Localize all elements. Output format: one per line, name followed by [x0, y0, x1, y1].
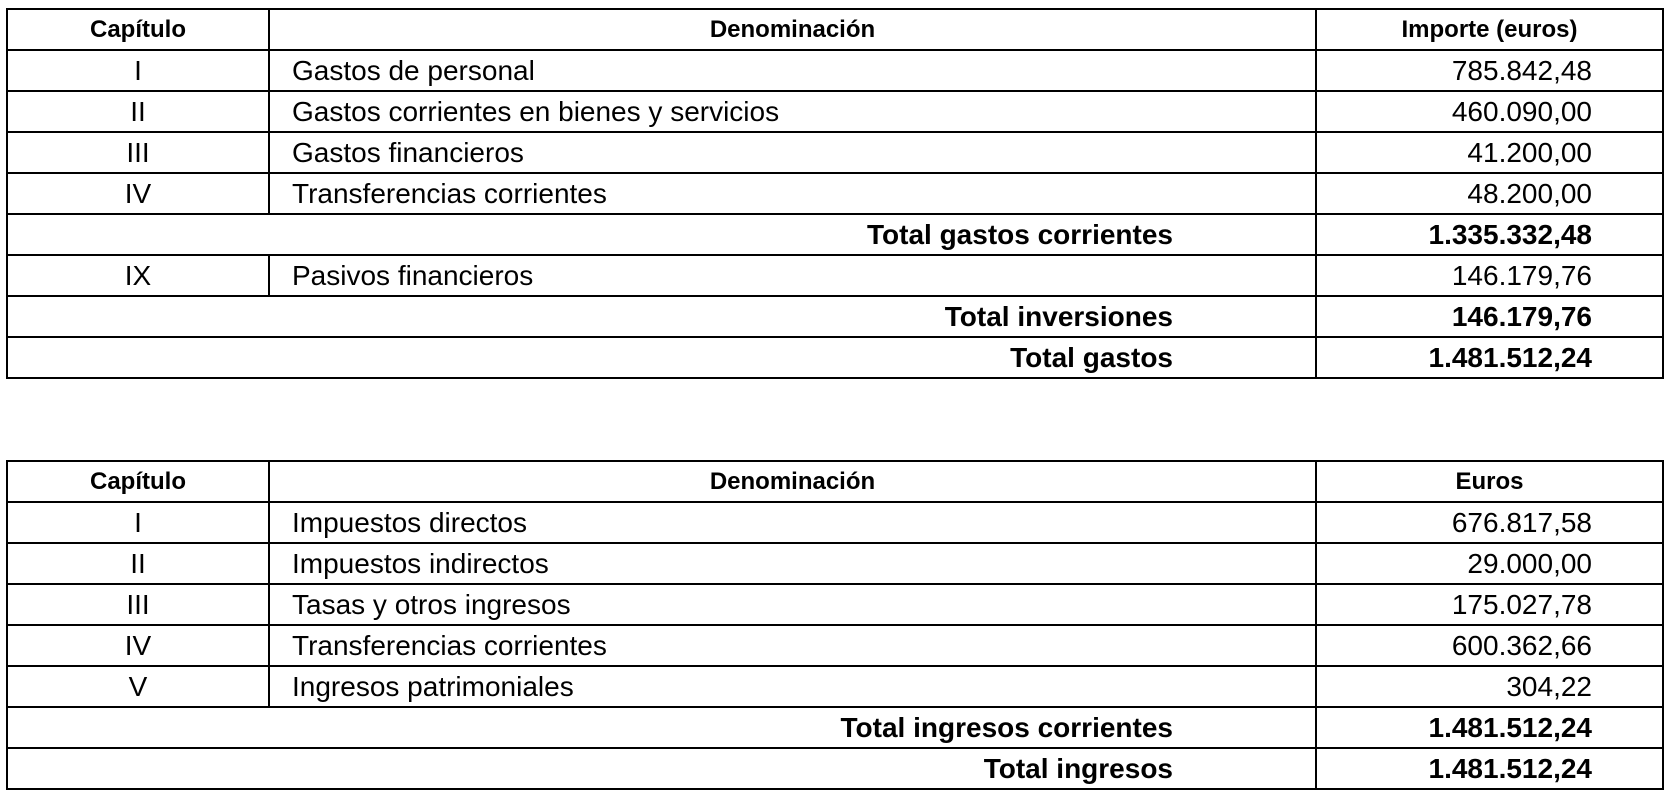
capitulo-cell: V: [7, 666, 269, 707]
denominacion-cell: Gastos de personal: [269, 50, 1316, 91]
table-row: [7, 50, 1663, 91]
total-row: [7, 337, 1663, 378]
total-gastos-label: Total gastos: [7, 337, 1316, 378]
total-row: [7, 707, 1663, 748]
header-euros: Euros: [1316, 461, 1663, 502]
table-header-row: [7, 461, 1663, 502]
capitulo-cell: I: [7, 502, 269, 543]
denominacion-cell: Pasivos financieros: [269, 255, 1316, 296]
ingresos-table: [6, 460, 1664, 790]
capitulo-cell: III: [7, 132, 269, 173]
total-ingresos-label: Total ingresos: [7, 748, 1316, 789]
denominacion-cell: Impuestos directos: [269, 502, 1316, 543]
importe-cell: 48.200,00: [1316, 173, 1663, 214]
total-gastos-corrientes-label: Total gastos corrientes: [7, 214, 1316, 255]
header-denominacion: Denominación: [269, 9, 1316, 50]
total-ingresos-corrientes-label: Total ingresos corrientes: [7, 707, 1316, 748]
table-row: [7, 255, 1663, 296]
header-capitulo: Capítulo: [7, 9, 269, 50]
capitulo-cell: I: [7, 50, 269, 91]
header-denominacion: Denominación: [269, 461, 1316, 502]
table-row: [7, 543, 1663, 584]
total-row: [7, 748, 1663, 789]
denominacion-cell: Gastos corrientes en bienes y servicios: [269, 91, 1316, 132]
importe-cell: 304,22: [1316, 666, 1663, 707]
importe-cell: 41.200,00: [1316, 132, 1663, 173]
importe-cell: 600.362,66: [1316, 625, 1663, 666]
table-row: [7, 584, 1663, 625]
table-header-row: [7, 9, 1663, 50]
total-gastos-corrientes-value: 1.335.332,48: [1316, 214, 1663, 255]
importe-cell: 175.027,78: [1316, 584, 1663, 625]
table-row: [7, 502, 1663, 543]
denominacion-cell: Ingresos patrimoniales: [269, 666, 1316, 707]
total-row: [7, 214, 1663, 255]
denominacion-cell: Transferencias corrientes: [269, 173, 1316, 214]
denominacion-cell: Transferencias corrientes: [269, 625, 1316, 666]
total-inversiones-value: 146.179,76: [1316, 296, 1663, 337]
table-row: [7, 173, 1663, 214]
total-gastos-value: 1.481.512,24: [1316, 337, 1663, 378]
table-row: [7, 91, 1663, 132]
denominacion-cell: Impuestos indirectos: [269, 543, 1316, 584]
importe-cell: 460.090,00: [1316, 91, 1663, 132]
capitulo-cell: III: [7, 584, 269, 625]
capitulo-cell: IX: [7, 255, 269, 296]
header-importe: Importe (euros): [1316, 9, 1663, 50]
importe-cell: 29.000,00: [1316, 543, 1663, 584]
denominacion-cell: Tasas y otros ingresos: [269, 584, 1316, 625]
total-ingresos-value: 1.481.512,24: [1316, 748, 1663, 789]
table-row: [7, 666, 1663, 707]
denominacion-cell: Gastos financieros: [269, 132, 1316, 173]
table-row: [7, 132, 1663, 173]
importe-cell: 676.817,58: [1316, 502, 1663, 543]
importe-cell: 785.842,48: [1316, 50, 1663, 91]
capitulo-cell: IV: [7, 173, 269, 214]
gastos-table: [6, 8, 1664, 379]
table-row: [7, 625, 1663, 666]
capitulo-cell: IV: [7, 625, 269, 666]
capitulo-cell: II: [7, 91, 269, 132]
total-inversiones-label: Total inversiones: [7, 296, 1316, 337]
total-ingresos-corrientes-value: 1.481.512,24: [1316, 707, 1663, 748]
capitulo-cell: II: [7, 543, 269, 584]
header-capitulo: Capítulo: [7, 461, 269, 502]
total-row: [7, 296, 1663, 337]
importe-cell: 146.179,76: [1316, 255, 1663, 296]
